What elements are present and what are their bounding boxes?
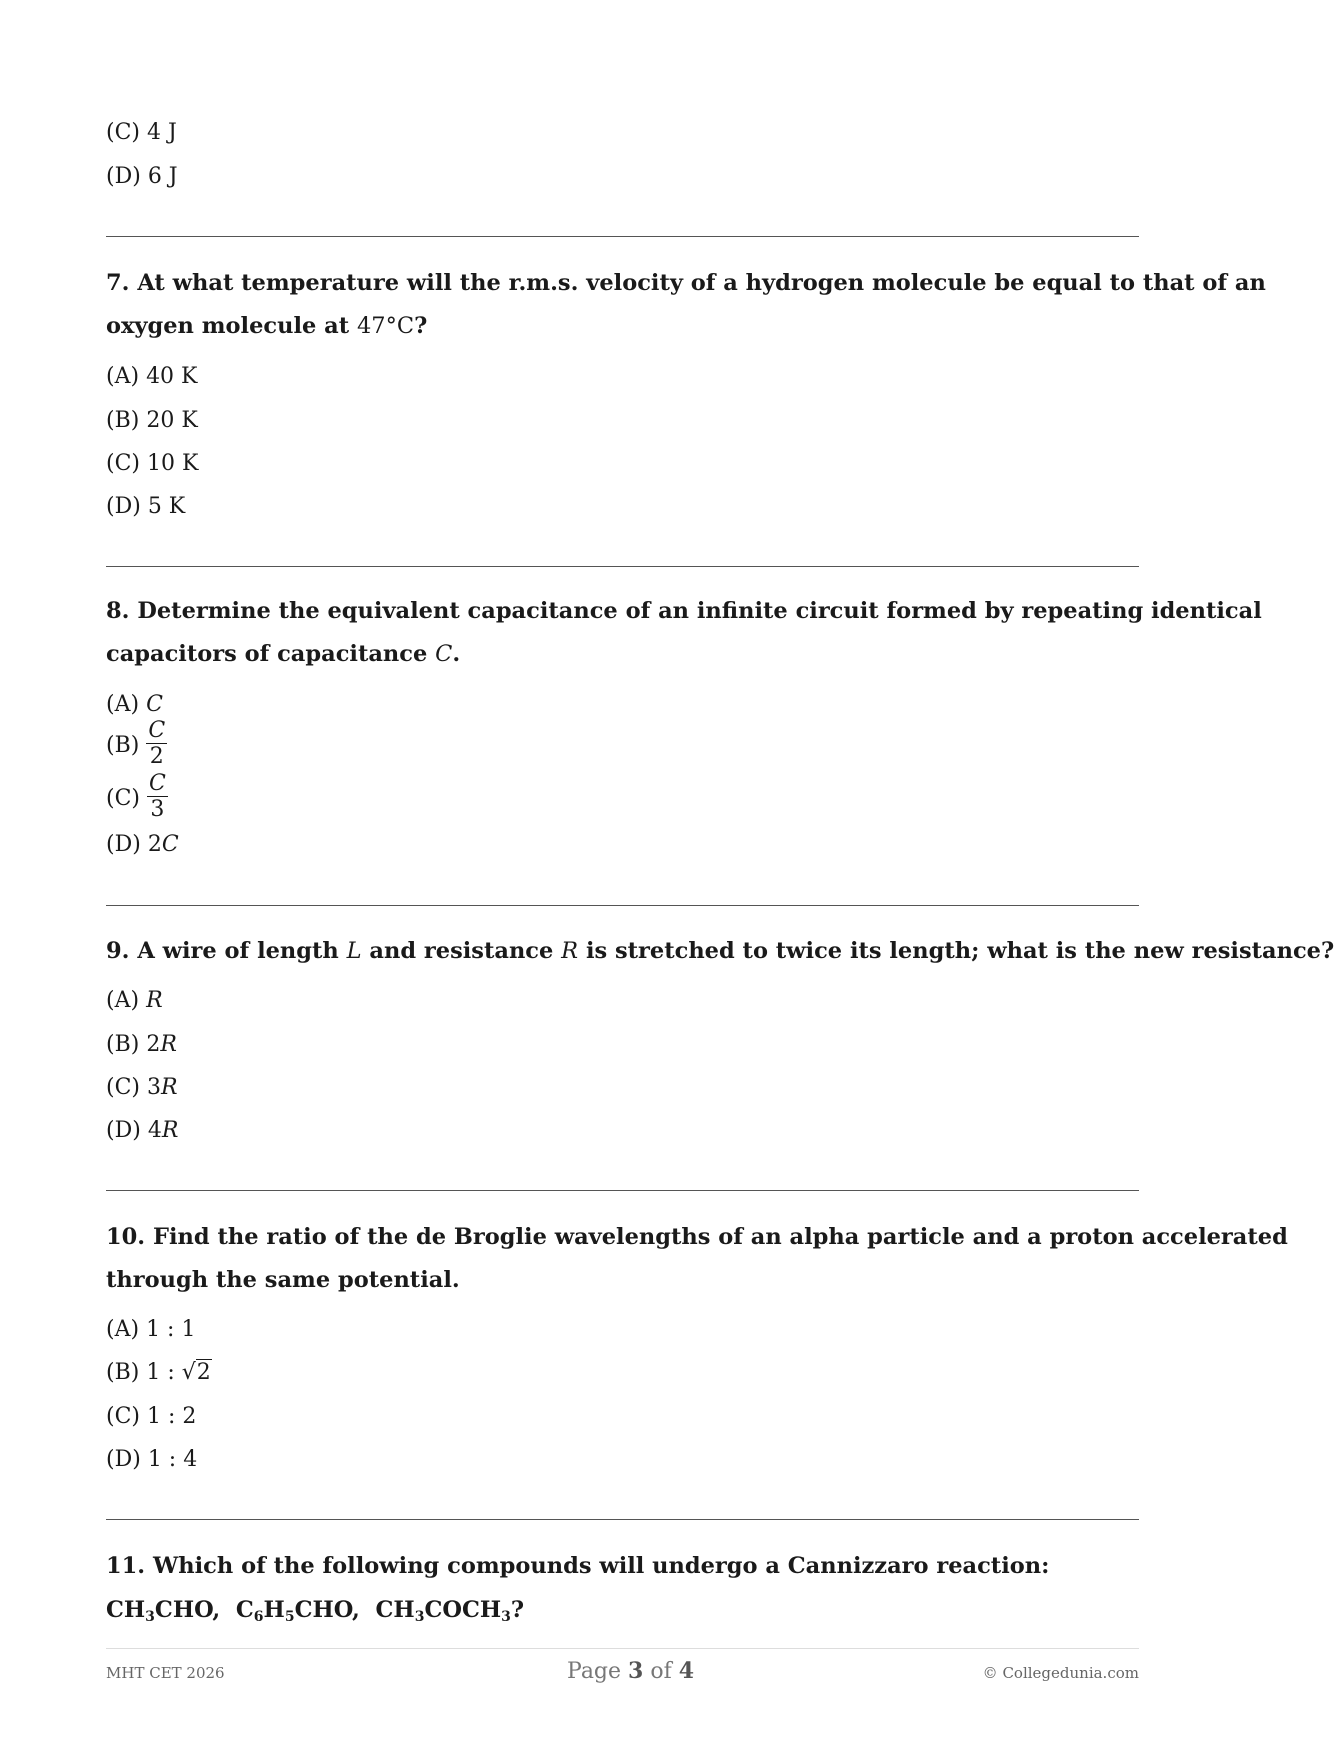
divider xyxy=(106,905,1139,906)
q9-option-a: (A) R xyxy=(106,988,163,1013)
q7-option-d: (D) 5 K xyxy=(106,494,186,519)
q9-option-b: (B) 2R xyxy=(106,1032,177,1057)
q10-option-d: (D) 1 : 4 xyxy=(106,1447,198,1472)
q7-option-c: (C) 10 K xyxy=(106,451,199,476)
divider xyxy=(106,566,1139,567)
q8-option-c: (C) $\frac{C}{3}$ xyxy=(106,771,166,822)
fraction: $\frac{C}{3}$ xyxy=(149,771,166,822)
divider xyxy=(106,236,1139,237)
compound-acetaldehyde: $CH_3CHO$, xyxy=(106,1597,221,1625)
option-c-prev: (C) 4 J xyxy=(106,120,177,145)
question-8-line2: capacitors of capacitance C. xyxy=(106,641,461,667)
q8-option-d: (D) 2C xyxy=(106,832,179,857)
compound-benzaldehyde: $C_6H_5CHO$, xyxy=(235,1597,360,1625)
divider xyxy=(106,1519,1139,1520)
question-9: 9. A wire of length L and resistance R is stretched to twice its length; what is the new resistance? xyxy=(106,938,1334,964)
q9-option-d: (D) 4R xyxy=(106,1118,179,1143)
fraction: $\frac{C}{2}$ xyxy=(148,718,166,769)
footer-copyright: © Collegedunia.com xyxy=(982,1664,1139,1682)
q8-option-b: (B) $\frac{C}{2}$ xyxy=(106,718,166,769)
question-10-line1: 10. Find the ratio of the de Broglie wavelengths of an alpha particle and a proton accelerated xyxy=(106,1224,1288,1250)
q10-option-a: (A) 1 : 1 xyxy=(106,1317,196,1342)
q7-option-b: (B) 20 K xyxy=(106,408,198,433)
footer-page-number: Page 3 of 4 xyxy=(567,1658,695,1684)
footer-divider xyxy=(106,1648,1139,1649)
question-8-line1: 8. Determine the equivalent capacitance of an infinite circuit formed by repeating identical xyxy=(106,598,1262,624)
question-11-line1: 11. Which of the following compounds will undergo a Cannizzaro reaction: xyxy=(106,1553,1050,1579)
q8-option-a: (A) C xyxy=(106,692,163,717)
question-7-line1: 7. At what temperature will the r.m.s. velocity of a hydrogen molecule be equal to that of an xyxy=(106,270,1266,296)
q9-option-c: (C) 3R xyxy=(106,1075,178,1100)
q7-option-a: (A) 40 K xyxy=(106,364,198,389)
compound-acetone: $CH_3COCH_3$? xyxy=(375,1597,525,1625)
divider xyxy=(106,1190,1139,1191)
q10-option-b: (B) 1 : √2 xyxy=(106,1360,211,1385)
footer-exam-name: MHT CET 2026 xyxy=(106,1664,225,1682)
q10-option-c: (C) 1 : 2 xyxy=(106,1404,197,1429)
option-d-prev: (D) 6 J xyxy=(106,164,178,189)
question-11-compounds xyxy=(106,1597,524,1623)
question-10-line2: through the same potential. xyxy=(106,1267,460,1293)
question-7-line2: oxygen molecule at 47°C? xyxy=(106,313,428,339)
